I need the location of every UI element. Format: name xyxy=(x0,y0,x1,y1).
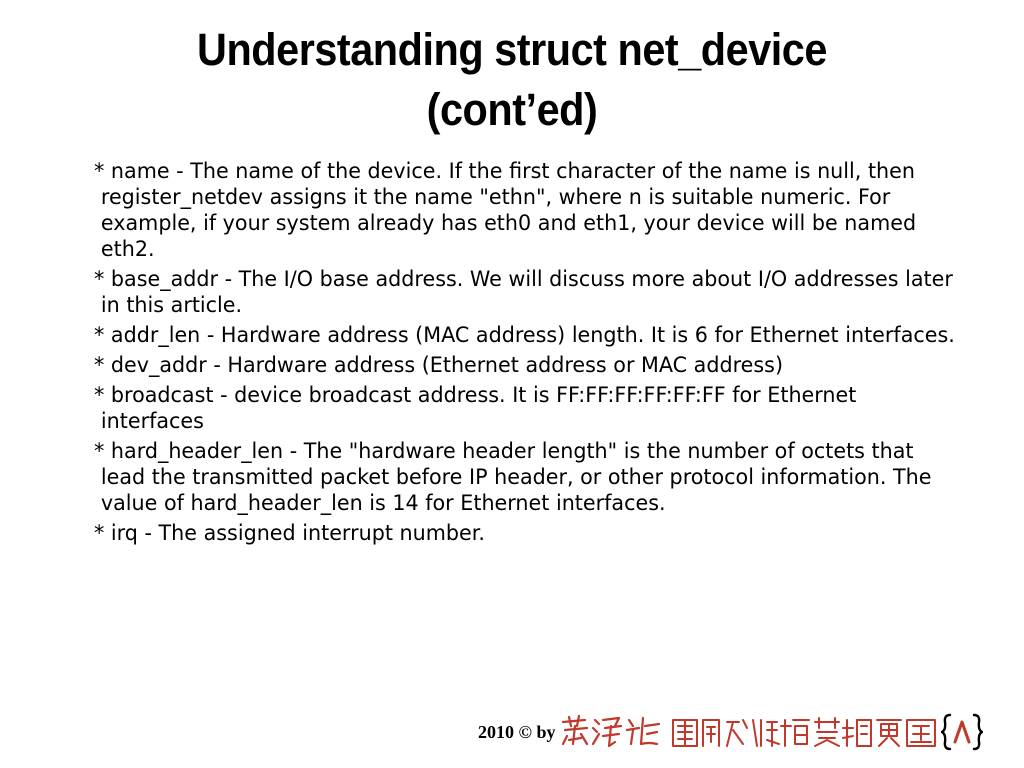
footer-copyright: 2010 © by xyxy=(478,721,556,742)
braces-logo-icon xyxy=(941,712,983,752)
footer xyxy=(478,712,983,752)
bullet-broadcast: * broadcast - device broadcast address. It is FF:FF:FF:FF:FF:FF for Ethernet interfaces xyxy=(94,383,857,433)
bullet-dev-addr: * dev_addr - Hardware address (Ethernet address or MAC address) xyxy=(94,353,784,377)
bullet-irq: * irq - The assigned interrupt number. xyxy=(94,521,485,545)
calligraphy-signature-icon xyxy=(559,714,665,750)
bullet-base-addr: * base_addr - The I/O base address. We will discuss more about I/O addresses later in this article. xyxy=(94,267,953,317)
lab-seal-logo xyxy=(669,714,939,750)
slide-body xyxy=(94,158,961,550)
bullet-name: * name - The name of the device. If the first character of the name is null, then register_netdev assigns it the name "ethn", where n is suitable numeric. For example, if your system already has eth0 and eth1, your device will be named eth2. xyxy=(94,159,917,261)
bullet-addr-len: * addr_len - Hardware address (MAC address) length. It is 6 for Ethernet interfaces. xyxy=(94,323,955,347)
slide-title-line1: Understanding struct net_device xyxy=(197,24,827,75)
slide-title-line2: (cont’ed) xyxy=(426,84,598,135)
bullet-hard-header-len: * hard_header_len - The "hardware header length" is the number of octets that lead the transmitted packet before IP header, or other protocol information. The value of hard_header_len is 14 for Ethernet interfaces. xyxy=(94,439,932,515)
slide-title xyxy=(41,20,983,140)
